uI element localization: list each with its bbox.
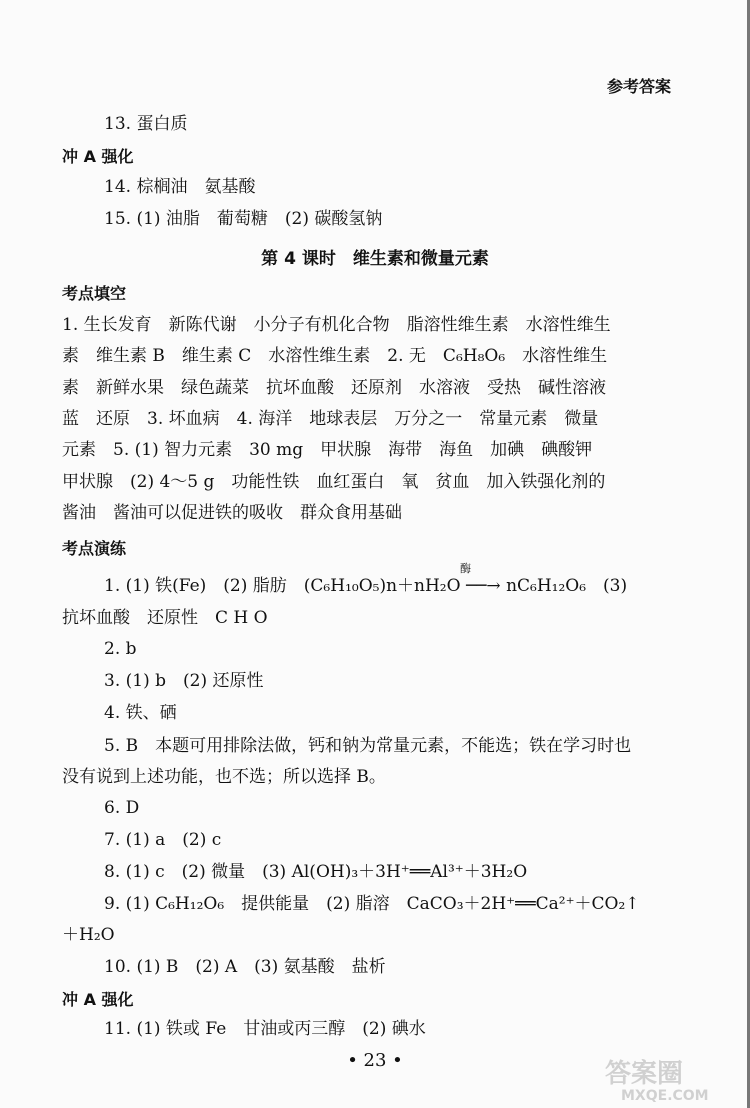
fill-line: 1. 生长发育 新陈代谢 小分子有机化合物 脂溶性维生素 水溶性维生 <box>62 315 611 335</box>
heading-boost-a-2: 冲 A 强化 <box>62 990 134 1009</box>
drill-line-9: 9. (1) C₆H₁₂O₆ 提供能量 (2) 脂溶 CaCO₃＋2H⁺══Ca²⁺＋CO₂↑ <box>104 894 640 914</box>
heading-boost-a: 冲 A 强化 <box>62 147 134 166</box>
fill-line: 蓝 还原 3. 坏血病 4. 海洋 地球表层 万分之一 常量元素 微量 <box>62 409 599 429</box>
svg-text:答案圈: 答案圈 <box>605 1059 684 1089</box>
fill-line: 甲状腺 (2) 4～5 g 功能性铁 血红蛋白 氧 贫血 加入铁强化剂的 <box>62 472 606 492</box>
svg-text:MXQE.COM: MXQE.COM <box>621 1088 709 1104</box>
drill-line-10: 10. (1) B (2) A (3) 氨基酸 盐析 <box>104 957 386 977</box>
drill-line-3: 3. (1) b (2) 还原性 <box>104 671 264 691</box>
watermark-logo <box>601 1052 741 1104</box>
answer-line-13: 13. 蛋白质 <box>104 114 188 134</box>
drill-line-2: 2. b <box>104 639 137 659</box>
drill-line-6: 6. D <box>104 798 140 818</box>
drill-line-7: 7. (1) a (2) c <box>104 830 222 850</box>
drill-line-1: 1. (1) 铁(Fe) (2) 脂肪 (C₆H₁₀O₅)n＋nH₂O ──→ nC₆H₁₂O₆ (3) <box>104 576 628 596</box>
page-header: 参考答案 <box>606 77 671 96</box>
drill-line-9b: ＋H₂O <box>62 925 115 945</box>
heading-drill: 考点演练 <box>62 539 127 558</box>
drill-line-1b: 抗坏血酸 还原性 C H O <box>62 608 268 628</box>
drill-line-4: 4. 铁、硒 <box>104 703 177 723</box>
heading-fill-blanks: 考点填空 <box>62 284 127 303</box>
fill-line: 酱油 酱油可以促进铁的吸收 群众食用基础 <box>62 503 402 523</box>
answer-line-11: 11. (1) 铁或 Fe 甘油或丙三醇 (2) 碘水 <box>104 1019 426 1039</box>
answer-line-14: 14. 棕榈油 氨基酸 <box>104 177 256 197</box>
fill-line: 素 维生素 B 维生素 C 水溶性维生素 2. 无 C₆H₈O₆ 水溶性维生 <box>62 346 608 366</box>
drill-line-5b: 没有说到上述功能，也不选；所以选择 B。 <box>62 767 386 787</box>
drill-line-8: 8. (1) c (2) 微量 (3) Al(OH)₃＋3H⁺══Al³⁺＋3H₂O <box>104 862 528 882</box>
answer-line-15: 15. (1) 油脂 葡萄糖 (2) 碳酸氢钠 <box>104 209 383 229</box>
fill-line: 元素 5. (1) 智力元素 30 mg 甲状腺 海带 海鱼 加碘 碘酸钾 <box>62 440 593 460</box>
enzyme-label: 酶 <box>460 562 471 575</box>
fill-line: 素 新鲜水果 绿色蔬菜 抗坏血酸 还原剂 水溶液 受热 碱性溶液 <box>62 378 606 398</box>
page-number: • 23 • <box>347 1050 403 1071</box>
section-title: 第 4 课时 维生素和微量元素 <box>261 249 489 269</box>
drill-line-5: 5. B 本题可用排除法做，钙和钠为常量元素，不能选；铁在学习时也 <box>104 736 632 756</box>
